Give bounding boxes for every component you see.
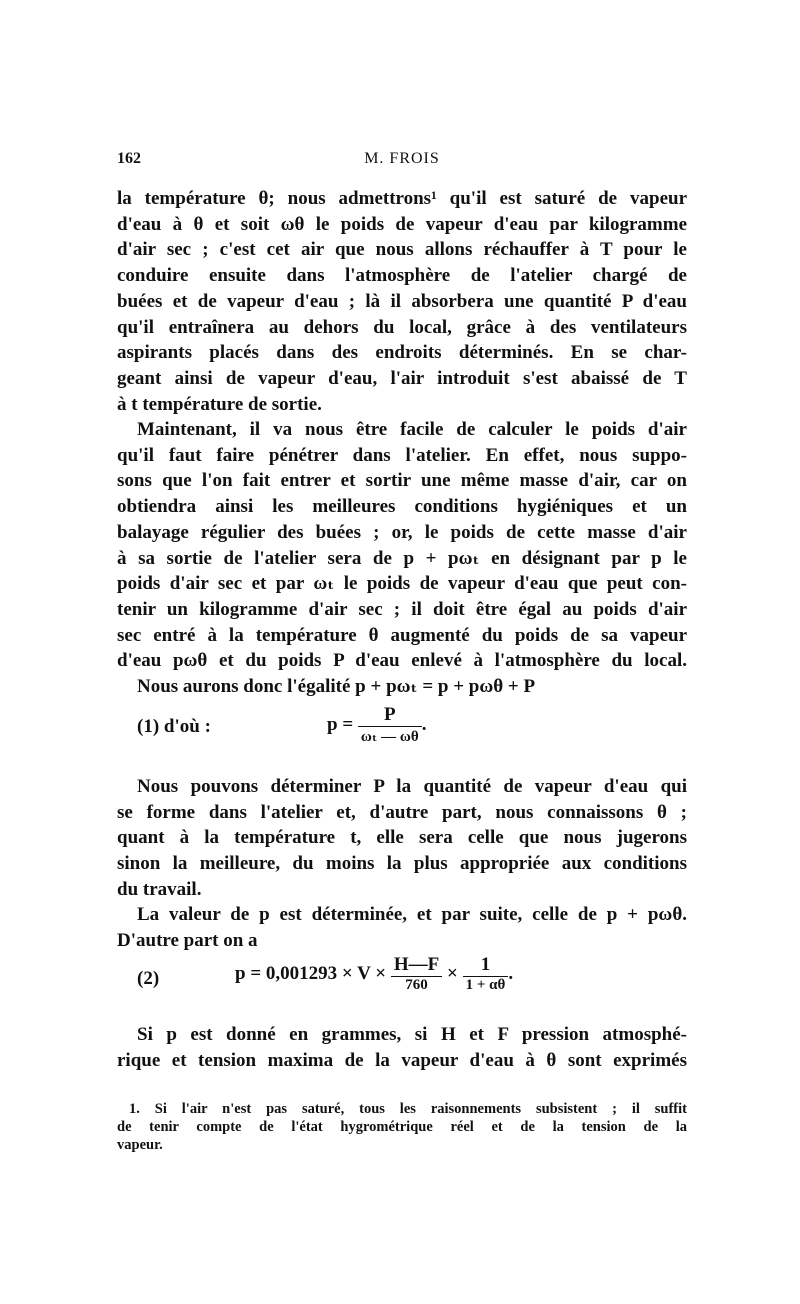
text-line: qu'il faut faire pénétrer dans l'atelier. En effet, nous suppo- — [117, 444, 687, 466]
paragraph-3 — [117, 774, 687, 903]
fraction-numerator: P — [358, 704, 422, 727]
fraction-denominator: 760 — [405, 977, 428, 993]
text-line: poids d'air sec et par ωₜ le poids de vapeur d'eau que peut con- — [117, 573, 687, 595]
text-line: obtiendra ainsi les meilleures conditions hygiéniques et un — [117, 496, 687, 518]
equation-label: (2) — [137, 968, 160, 989]
fraction-denominator: ωₜ — ωθ — [360, 729, 419, 745]
footnote-line: vapeur. — [117, 1137, 163, 1153]
paragraph-5 — [117, 1022, 687, 1073]
text-line: sons que l'on fait entrer et sortir une même masse d'air, car on — [117, 470, 687, 492]
equation-end: . — [421, 714, 427, 735]
text-line: Si p est donné en grammes, si H et F pression atmosphé- — [137, 1024, 687, 1045]
fraction-numerator: H—F — [391, 954, 442, 977]
text-line: Maintenant, il va nous être facile de calculer le poids d'air — [137, 419, 687, 440]
text-line: La valeur de p est déterminée, et par suite, celle de p + pωθ. — [137, 904, 687, 925]
paragraph-2 — [117, 417, 687, 700]
equation-2 — [117, 952, 687, 1008]
text-line: la température θ; nous admettrons¹ qu'il est saturé de vapeur — [117, 188, 687, 209]
footnote-line: 1. Si l'air n'est pas saturé, tous les raisonnements subsistent ; il suffit — [129, 1101, 687, 1117]
text-line: buées et de vapeur d'eau ; là il absorbera une quantité P d'eau — [117, 290, 687, 312]
equation-lhs: p = 0,001293 × V × — [235, 963, 387, 984]
text-line: Nous pouvons déterminer P la quantité de vapeur d'eau qui — [137, 776, 687, 797]
footnote-line: de tenir compte de l'état hygrométrique réel et de la tension de la — [117, 1119, 687, 1135]
equation-end: . — [508, 963, 514, 984]
page-number: 162 — [117, 150, 141, 167]
page-header — [117, 150, 687, 174]
text-line: D'autre part on a — [117, 929, 258, 951]
paragraph-4 — [117, 902, 687, 953]
text-line: geant ainsi de vapeur d'eau, l'air introduit s'est abaissé de T — [117, 367, 687, 389]
equation-lhs: p = — [327, 714, 354, 735]
text-line: sec entré à la température θ augmenté du poids de sa vapeur — [117, 624, 687, 646]
running-head: M. FROIS — [364, 150, 440, 167]
text-line: se forme dans l'atelier et, d'autre part, nous connaissons θ ; — [117, 801, 687, 823]
text-line: d'air sec ; c'est cet air que nous allons réchauffer à T pour le — [117, 239, 687, 261]
text-line: sinon la meilleure, du moins la plus appropriée aux conditions — [117, 853, 687, 875]
paragraph-1 — [117, 186, 687, 417]
text-line: d'eau pωθ et du poids P d'eau enlevé à l'atmosphère du local. — [117, 650, 687, 672]
text-line: qu'il entraînera au dehors du local, grâce à des ventilateurs — [117, 316, 687, 338]
fraction — [463, 954, 509, 994]
text-line: balayage régulier des buées ; or, le poids de cette masse d'air — [117, 521, 687, 543]
equation-label: (1) d'où : — [137, 716, 211, 737]
text-line: tenir un kilogramme d'air sec ; il doit être égal au poids d'air — [117, 598, 687, 620]
text-line: d'eau à θ et soit ωθ le poids de vapeur d'eau par kilogramme — [117, 213, 687, 235]
footnote — [117, 1100, 687, 1154]
fraction — [391, 954, 442, 994]
text-line: Nous aurons donc l'égalité p + pωₜ = p + pωθ + P — [137, 676, 536, 698]
fraction-numerator: 1 — [463, 954, 509, 977]
text-line: à sa sortie de l'atelier sera de p + pωₜ en désignant par p le — [117, 547, 687, 569]
times-sign: × — [446, 963, 458, 984]
text-line: à t température de sortie. — [117, 393, 322, 415]
fraction-denominator: 1 + αθ — [465, 977, 506, 993]
text-line: conduire ensuite dans l'atmosphère de l'atelier chargé de — [117, 265, 687, 287]
text-line: quant à la température t, elle sera celle que nous jugerons — [117, 827, 687, 849]
fraction — [358, 704, 422, 746]
equation-1 — [117, 702, 687, 754]
text-line: aspirants placés dans des endroits déterminés. En se char- — [117, 342, 687, 364]
text-line: du travail. — [117, 878, 202, 900]
text-line: rique et tension maxima de la vapeur d'eau à θ sont exprimés — [117, 1049, 687, 1071]
